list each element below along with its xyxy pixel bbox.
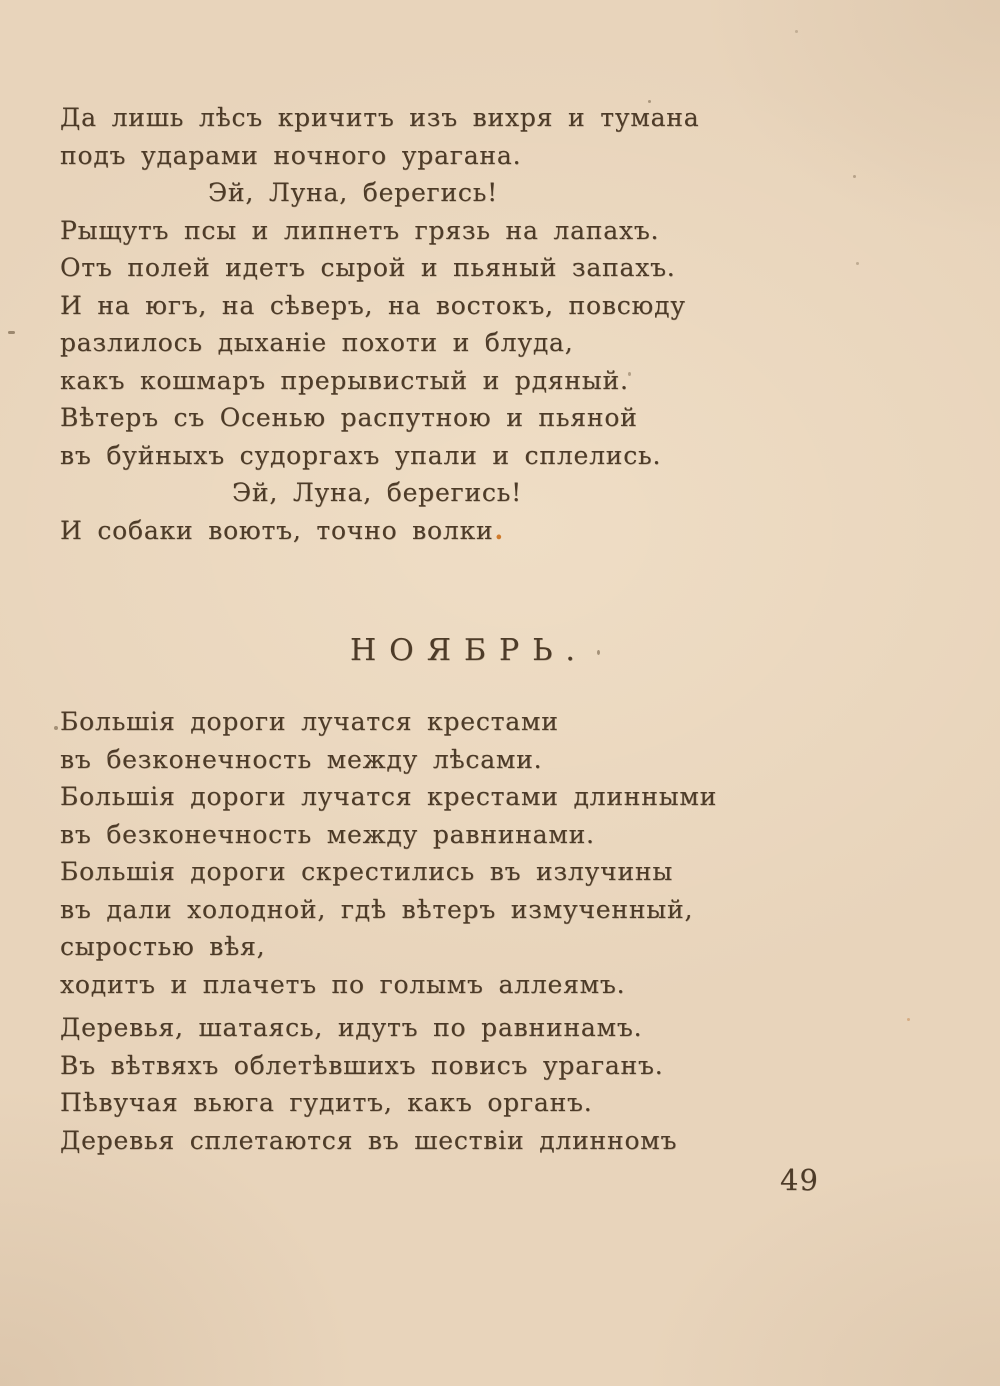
paper-speck bbox=[795, 30, 798, 33]
ink-speck bbox=[54, 726, 58, 730]
poem-fragment-stanza bbox=[60, 99, 699, 549]
poem-line: Деревья, шатаясь, идутъ по равнинамъ. bbox=[60, 1013, 643, 1042]
poem-line: И на югъ, на сѣверъ, на востокъ, повсюду bbox=[60, 290, 686, 320]
ink-speck bbox=[648, 100, 651, 103]
poem-line: Въ вѣтвяхъ облетѣвшихъ повисъ ураганъ. bbox=[60, 1050, 664, 1080]
ink-speck bbox=[8, 331, 15, 334]
poem-line: въ безконечность между лѣсами. bbox=[60, 744, 543, 774]
poem-line: Да лишь лѣсъ кричитъ изъ вихря и тумана bbox=[60, 103, 700, 132]
paper-speck bbox=[853, 175, 856, 178]
paper-speck bbox=[907, 1018, 910, 1021]
poem-line: Большія дороги лучатся крестами bbox=[60, 707, 559, 736]
faded-orange-period: . bbox=[494, 515, 504, 545]
page-number: 49 bbox=[780, 1163, 819, 1197]
poem-line-text: И собаки воютъ, точно волки bbox=[60, 515, 494, 545]
poem-line: подъ ударами ночного урагана. bbox=[60, 140, 522, 170]
poem-title: НОЯБРЬ. bbox=[350, 633, 588, 668]
poem-line: Пѣвучая вьюга гудитъ, какъ органъ. bbox=[60, 1088, 593, 1117]
poem-line: въ дали холодной, гдѣ вѣтеръ измученный, bbox=[60, 894, 694, 924]
poem-line: Деревья сплетаются въ шествіи длинномъ bbox=[60, 1125, 678, 1155]
poem-refrain-line: Эй, Луна, берегись! bbox=[208, 178, 498, 207]
poem-line: Большія дороги скрестились въ излучины bbox=[60, 857, 674, 886]
poem-line: Рыщутъ псы и липнетъ грязь на лапахъ. bbox=[60, 215, 660, 245]
paper-speck bbox=[856, 262, 859, 265]
poem-line: ходитъ и плачетъ по голымъ аллеямъ. bbox=[60, 969, 626, 999]
poem-line: разлилось дыханіе похоти и блуда, bbox=[60, 328, 574, 357]
ink-speck bbox=[628, 372, 631, 376]
november-stanza-1 bbox=[60, 703, 717, 1003]
poem-refrain-line: Эй, Луна, берегись! bbox=[232, 478, 522, 507]
poem-line: какъ кошмаръ прерывистый и рдяный. bbox=[60, 365, 629, 395]
poem-line: въ безконечность между равнинами. bbox=[60, 819, 595, 849]
poem-line: Большія дороги лучатся крестами длинными bbox=[60, 782, 718, 811]
poem-line: Отъ полей идетъ сырой и пьяный запахъ. bbox=[60, 253, 676, 282]
poem-line bbox=[60, 512, 699, 550]
poem-line: сыростью вѣя, bbox=[60, 932, 266, 961]
poem-line: въ буйныхъ судоргахъ упали и сплелись. bbox=[60, 440, 662, 470]
ink-speck bbox=[597, 650, 600, 655]
november-stanza-2 bbox=[60, 1009, 677, 1159]
poem-line: Вѣтеръ съ Осенью распутною и пьяной bbox=[60, 403, 638, 432]
